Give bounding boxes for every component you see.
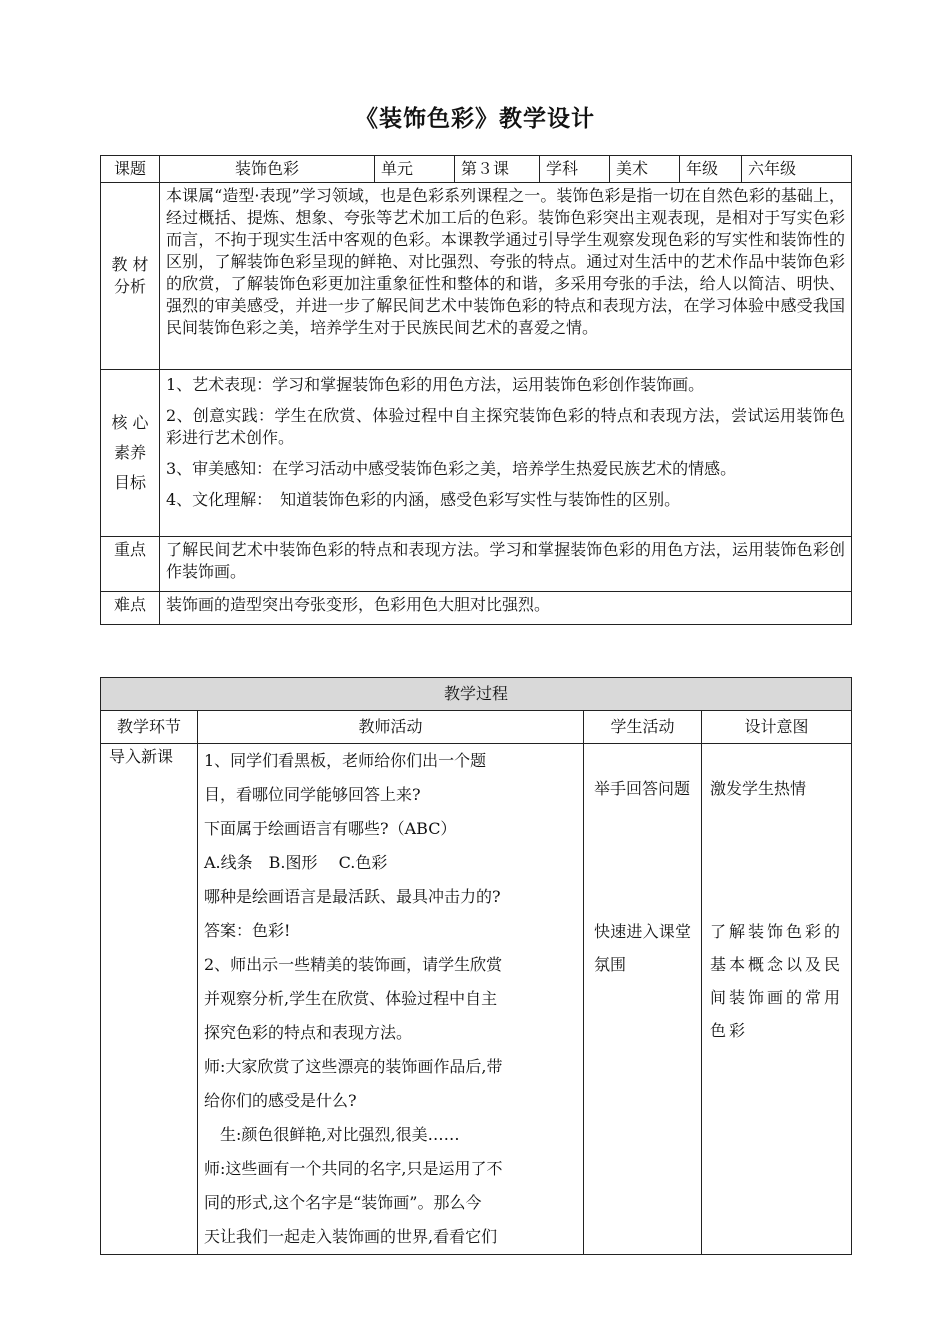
difficulty-row: [101, 592, 852, 625]
analysis-label-line-1: 教 材: [111, 255, 149, 274]
analysis-text: 本课属“造型·表现”学习领域，也是色彩系列课程之一。装饰色彩是指一切在自然色彩的基础上，经过概括、提炼、想象、夸张等艺术加工后的色彩。装饰色彩突出主观表现，是相对于写实色彩而言，不拘于现实生活中客观的色彩。本课教学通过引导学生观察发现色彩的写实性和装饰性的区别，了解装饰色彩呈现的鲜艳、对比强烈、夸张的特点。通过对生活中的艺术作品中装饰色彩的欣赏，了解装饰色彩更加注重象征性和整体的和谐，多采用夸张的手法，给人以简洁、明快、强烈的审美感受，并进一步了解民间艺术中装饰色彩的特点和表现方法，在学习体验中感受我国民间装饰色彩之美，培养学生对于民族民间艺术的喜爱之情。: [160, 183, 852, 370]
goals-label-line-1: 核 心: [111, 413, 149, 432]
header-teacher: 教师活动: [198, 711, 584, 744]
analysis-row: [101, 183, 852, 370]
difficulty-text: 装饰画的造型突出夸张变形，色彩用色大胆对比强烈。: [160, 592, 852, 625]
analysis-label-line-2: 分析: [113, 277, 146, 296]
process-row: [101, 744, 852, 1255]
teacher-line: 探究色彩的特点和表现方法。: [204, 1023, 413, 1042]
goals-label: [101, 370, 160, 537]
key-point-row: [101, 537, 852, 592]
teacher-line: A.线条 B.图形 C.色彩: [204, 853, 388, 872]
teacher-line: 生:颜色很鲜艳,对比强烈,很美……: [204, 1125, 460, 1144]
teacher-line: 给你们的感受是什么?: [204, 1091, 357, 1110]
goals-row: [101, 370, 852, 537]
goal-item: 2、创意实践：学生在欣赏、体验过程中自主探究装饰色彩的特点和表现方法，尝试运用装饰色彩进行艺术创作。: [166, 406, 845, 447]
teaching-process-table: [100, 677, 852, 1255]
subject-label: 学科: [540, 156, 610, 183]
goal-item: 3、审美感知：在学习活动中感受装饰色彩之美，培养学生热爱民族艺术的情感。: [166, 459, 737, 478]
lesson-info-table: [100, 155, 852, 625]
teacher-line: 答案：色彩!: [204, 921, 291, 940]
process-header-row: [101, 711, 852, 744]
teacher-line: 目，看哪位同学能够回答上来?: [204, 785, 421, 804]
header-student: 学生活动: [584, 711, 702, 744]
process-title: 教学过程: [101, 678, 852, 711]
lesson-value: 装饰色彩: [160, 156, 375, 183]
teacher-line: 并观察分析,学生在欣赏、体验过程中自主: [204, 989, 498, 1008]
unit-value: 第３课: [455, 156, 540, 183]
student-activity-2: 快速进入课堂氛围: [594, 922, 691, 974]
unit-label: 单元: [375, 156, 455, 183]
info-row: [101, 156, 852, 183]
teacher-line: 2、师出示一些精美的装饰画，请学生欣赏: [204, 955, 503, 974]
design-intent-2: 了解装饰色彩的基本概念以及民间装饰画的常用色彩: [710, 922, 844, 1040]
goal-item: 1、艺术表现：学习和掌握装饰色彩的用色方法，运用装饰色彩创作装饰画。: [166, 375, 705, 394]
document-title: 《装饰色彩》教学设计: [355, 105, 595, 132]
key-point-text: 了解民间艺术中装饰色彩的特点和表现方法。学习和掌握装饰色彩的用色方法，运用装饰色彩创作装饰画。: [160, 537, 852, 592]
design-intent: [702, 744, 852, 1255]
grade-value: 六年级: [742, 156, 852, 183]
header-stage: 教学环节: [101, 711, 198, 744]
grade-label: 年级: [680, 156, 742, 183]
design-intent-1: 激发学生热情: [710, 779, 807, 798]
analysis-label: [101, 183, 160, 370]
student-activity-1: 举手回答问题: [594, 779, 691, 798]
goals-label-line-2: 素养: [113, 443, 146, 462]
teacher-line: 哪种是绘画语言是最活跃、最具冲击力的?: [204, 887, 501, 906]
subject-value: 美术: [610, 156, 680, 183]
lesson-label: 课题: [101, 156, 160, 183]
stage-name: 导入新课: [101, 744, 198, 1255]
teacher-line: 1、同学们看黑板，老师给你们出一个题: [204, 751, 487, 770]
goals-label-line-3: 目标: [113, 473, 146, 492]
goal-item: 4、文化理解： 知道装饰色彩的内涵，感受色彩写实性与装饰性的区别。: [166, 490, 681, 509]
teacher-line: 师:这些画有一个共同的名字,只是运用了不: [204, 1159, 503, 1178]
teacher-activity: [198, 744, 584, 1255]
key-point-label: 重点: [101, 537, 160, 592]
student-activity: [584, 744, 702, 1255]
teacher-line: 师:大家欣赏了这些漂亮的装饰画作品后,带: [204, 1057, 503, 1076]
difficulty-label: 难点: [101, 592, 160, 625]
teacher-line: 同的形式,这个名字是“装饰画”。那么今: [204, 1193, 482, 1212]
teacher-line: 下面属于绘画语言有哪些?（ABC）: [204, 819, 457, 838]
header-intent: 设计意图: [702, 711, 852, 744]
teacher-line: 天让我们一起走入装饰画的世界,看看它们: [204, 1227, 498, 1246]
goals-list: [160, 370, 852, 537]
